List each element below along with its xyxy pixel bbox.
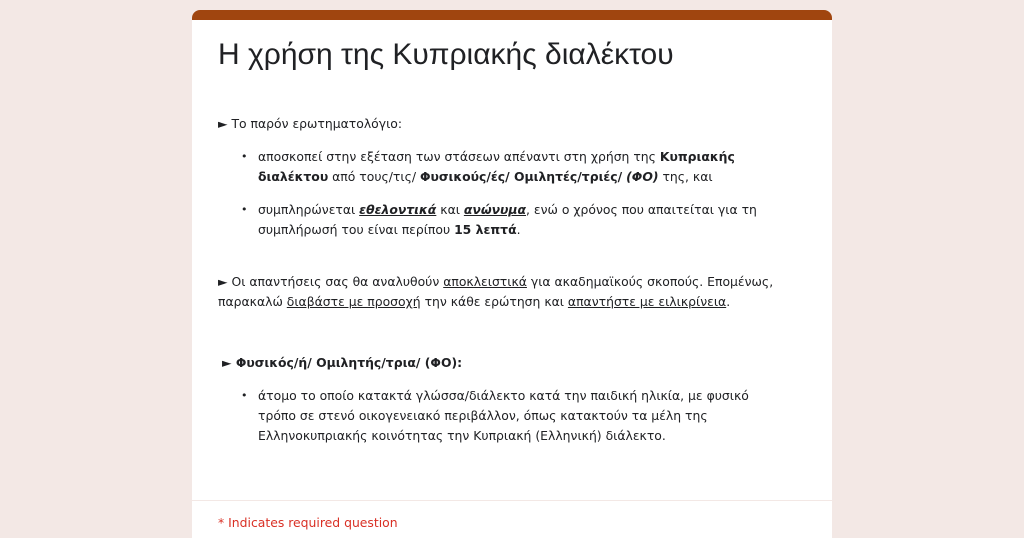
required-question-note: * Indicates required question <box>218 515 398 530</box>
form-description <box>218 114 788 446</box>
list-item-completion: • συμπληρώνεται εθελοντικά και ανώνυμα, ενώ ο χρόνος που απαιτείται για τη συμπλήρωσή του είναι περίπου 15 λεπτά. <box>258 200 788 240</box>
form-title: Η χρήση της Κυπριακής διαλέκτου <box>218 38 674 71</box>
purpose-list <box>218 147 788 240</box>
list-item-purpose: • αποσκοπεί στην εξέταση των στάσεων απέναντι στη χρήση της Κυπριακής διαλέκτου από τους/τις/ Φυσικούς/ές/ Ομιλητές/τριές/ (ΦΟ) της, και <box>258 147 788 187</box>
definition-list <box>218 386 788 446</box>
form-header-card <box>192 10 832 500</box>
required-info-card <box>192 501 832 538</box>
definition-heading: ► Φυσικός/ή/ Ομιλητής/τρια/ (ΦΟ): <box>222 355 463 370</box>
description-intro: ► Το παρόν ερωτηματολόγιο: <box>218 116 403 131</box>
theme-accent-bar <box>192 10 832 20</box>
list-item-definition: • άτομο το οποίο κατακτά γλώσσα/διάλεκτο κατά την παιδική ηλικία, με φυσικό τρόπο σε στενό οικογενειακό περιβάλλον, όπως κατακτούν τα μέλη της Ελληνοκυπριακής κοινότητας την Κυπριακή (Ελληνική) διάλεκτο. <box>258 386 788 446</box>
description-usage-note: ► Οι απαντήσεις σας θα αναλυθούν αποκλειστικά για ακαδημαϊκούς σκοπούς. Επομένως, παρακαλώ διαβάστε με προσοχή την κάθε ερώτηση και απαντήστε με ειλικρίνεια. <box>218 274 774 309</box>
